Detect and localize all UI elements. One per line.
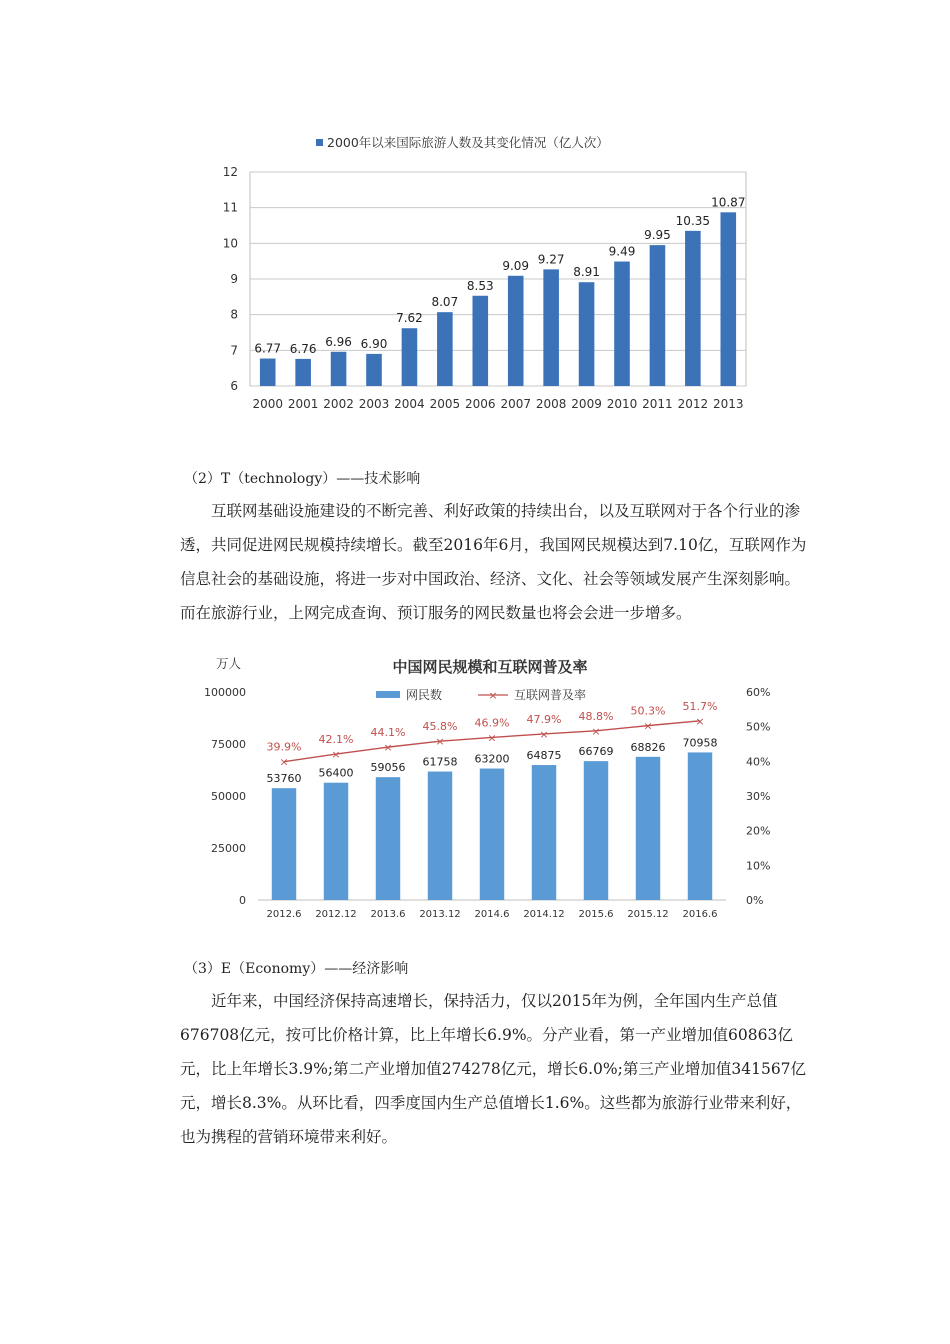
data-label: 9.27: [537, 252, 565, 267]
legend-swatch: [316, 139, 323, 146]
y-tick-label: 11: [222, 200, 238, 215]
y-right-tick-label: 50%: [746, 720, 771, 734]
bar: [295, 359, 311, 386]
bar: [584, 761, 608, 900]
bar: [366, 354, 382, 386]
data-label: 6.76: [289, 341, 317, 356]
x-tick-label: 2001: [287, 397, 319, 411]
x-tick-label: 2007: [500, 397, 531, 411]
bar-data-label: 68826: [630, 740, 666, 754]
bar-data-label: 53760: [266, 772, 302, 786]
x-tick-label: 2013.6: [370, 909, 406, 920]
legend-swatch-users: [376, 691, 400, 698]
rate-marker: ×: [383, 741, 393, 755]
data-label: 9.09: [502, 258, 530, 273]
tech-heading: （2）T（technology）——技术影响: [184, 471, 421, 487]
y-left-tick-label: 100000: [204, 686, 246, 699]
tourism-bar-chart: [196, 126, 756, 426]
rate-data-label: 48.8%: [578, 709, 614, 723]
bar: [579, 282, 595, 386]
bar: [376, 777, 400, 900]
bar: [508, 276, 524, 386]
x-tick-label: 2014.12: [523, 909, 565, 920]
bar: [272, 788, 296, 900]
rate-marker: ×: [331, 748, 341, 762]
y-left-tick-label: 50000: [211, 790, 246, 803]
y-tick-label: 12: [222, 165, 238, 179]
data-label: 8.91: [573, 265, 600, 280]
y-left-tick-label: 25000: [211, 842, 246, 855]
legend-marker-rate: ×: [488, 689, 498, 702]
x-tick-label: 2010: [606, 397, 638, 411]
legend-label-users: 网民数: [406, 688, 443, 702]
bar-data-label: 66769: [578, 745, 614, 759]
rate-data-label: 47.9%: [526, 712, 562, 726]
x-tick-label: 2008: [535, 397, 567, 411]
bar: [428, 772, 452, 900]
x-tick-label: 2013.12: [419, 909, 461, 920]
rate-marker: ×: [695, 714, 705, 728]
bar-data-label: 59056: [370, 761, 406, 775]
x-tick-label: 2015.6: [578, 909, 614, 920]
internet-users-chart: [196, 650, 782, 932]
bar: [437, 312, 453, 386]
econ-heading: （3）E（Economy）——经济影响: [184, 961, 409, 977]
data-label: 6.96: [325, 334, 352, 349]
tech-paragraph: 互联网基础设施建设的不断完善、利好政策的持续出台，以及互联网对于各个行业的渗透，共同促进网民规模持续增长。截至2016年6月，我国网民规模达到7.10亿，互联网作为信息社会的基础设施，将进一步对中国政治、经济、文化、社会等领域发展产生深刻影响。而在旅游行业，上网完成查询、预订服务的网民数量也将会会进一步增多。: [180, 502, 807, 622]
data-label: 9.49: [608, 244, 636, 259]
y-tick-label: 7: [230, 343, 238, 358]
rate-marker: ×: [591, 724, 601, 738]
x-tick-label: 2005: [429, 397, 461, 411]
x-tick-label: 2014.6: [474, 909, 510, 920]
bar: [402, 328, 418, 386]
x-tick-label: 2012.6: [266, 909, 302, 920]
y-tick-label: 9: [230, 272, 238, 286]
x-tick-label: 2016.6: [682, 909, 718, 920]
chart-title: 中国网民规模和互联网普及率: [392, 658, 588, 676]
y-right-tick-label: 60%: [746, 686, 771, 699]
data-label: 10.87: [711, 195, 746, 210]
bar: [260, 359, 276, 386]
y-right-tick-label: 40%: [746, 755, 771, 769]
bar-data-label: 64875: [526, 749, 562, 763]
x-tick-label: 2002: [323, 397, 354, 411]
x-tick-label: 2003: [358, 397, 390, 411]
x-tick-label: 2012: [677, 397, 709, 411]
data-label: 6.77: [254, 341, 282, 356]
rate-data-label: 50.3%: [630, 704, 666, 718]
y-tick-label: 8: [230, 307, 238, 322]
x-tick-label: 2006: [465, 397, 496, 411]
legend-label: 2000年以来国际旅游人数及其变化情况（亿人次）: [327, 135, 609, 150]
econ-paragraph: 近年来，中国经济保持高速增长，保持活力，仅以2015年为例，全年国内生产总值676708亿元，按可比价格计算，比上年增长6.9%。分产业看，第一产业增加值60863亿元，比上年增长3.9%;第二产业增加值274278亿元，增长6.0%;第三产业增加值341567亿元，增长8.3%。从环比看，四季度国内生产总值增长1.6%。这些都为旅游行业带来利好，也为携程的营销环境带来利好。: [180, 992, 807, 1146]
bar: [543, 269, 559, 386]
bar: [650, 245, 666, 386]
bar-data-label: 56400: [318, 766, 354, 780]
x-tick-label: 2004: [394, 397, 425, 411]
bar: [636, 757, 660, 900]
data-label: 7.62: [396, 311, 423, 326]
rate-marker: ×: [487, 731, 497, 745]
rate-marker: ×: [435, 735, 445, 749]
rate-data-label: 42.1%: [318, 733, 354, 747]
rate-marker: ×: [539, 727, 549, 741]
x-tick-label: 2013: [713, 397, 744, 411]
rate-data-label: 46.9%: [474, 716, 510, 730]
x-tick-label: 2011: [642, 397, 673, 411]
data-label: 8.53: [466, 278, 494, 293]
x-tick-label: 2012.12: [315, 909, 357, 920]
bar-data-label: 61758: [422, 755, 458, 769]
rate-data-label: 45.8%: [422, 720, 458, 734]
bar: [331, 352, 347, 386]
y-tick-label: 10: [222, 236, 238, 251]
bar: [472, 296, 488, 386]
bar: [685, 231, 701, 386]
bar-data-label: 63200: [474, 752, 510, 766]
bar: [324, 783, 348, 900]
bar: [688, 752, 712, 900]
left-axis-unit: 万人: [216, 656, 242, 671]
x-tick-label: 2015.12: [627, 909, 669, 920]
y-left-tick-label: 0: [239, 894, 246, 907]
rate-marker: ×: [643, 719, 653, 733]
y-right-tick-label: 20%: [746, 824, 771, 838]
bar: [532, 765, 556, 900]
bar-data-label: 70958: [682, 736, 718, 750]
legend-label-rate: 互联网普及率: [514, 688, 587, 702]
data-label: 6.90: [360, 336, 388, 351]
rate-data-label: 39.9%: [266, 740, 302, 754]
y-right-tick-label: 0%: [746, 894, 764, 907]
rate-data-label: 44.1%: [370, 726, 406, 740]
data-label: 9.95: [644, 228, 671, 243]
rate-data-label: 51.7%: [682, 699, 718, 713]
y-tick-label: 6: [230, 379, 238, 393]
x-tick-label: 2000: [252, 397, 283, 411]
y-right-tick-label: 10%: [746, 859, 771, 873]
y-right-tick-label: 30%: [746, 790, 771, 803]
bar: [720, 212, 736, 386]
y-left-tick-label: 75000: [211, 738, 246, 751]
bar: [614, 262, 630, 386]
x-tick-label: 2009: [571, 397, 602, 411]
data-label: 10.35: [675, 213, 711, 228]
bar: [480, 769, 504, 900]
data-label: 8.07: [431, 295, 459, 310]
rate-marker: ×: [279, 755, 289, 769]
